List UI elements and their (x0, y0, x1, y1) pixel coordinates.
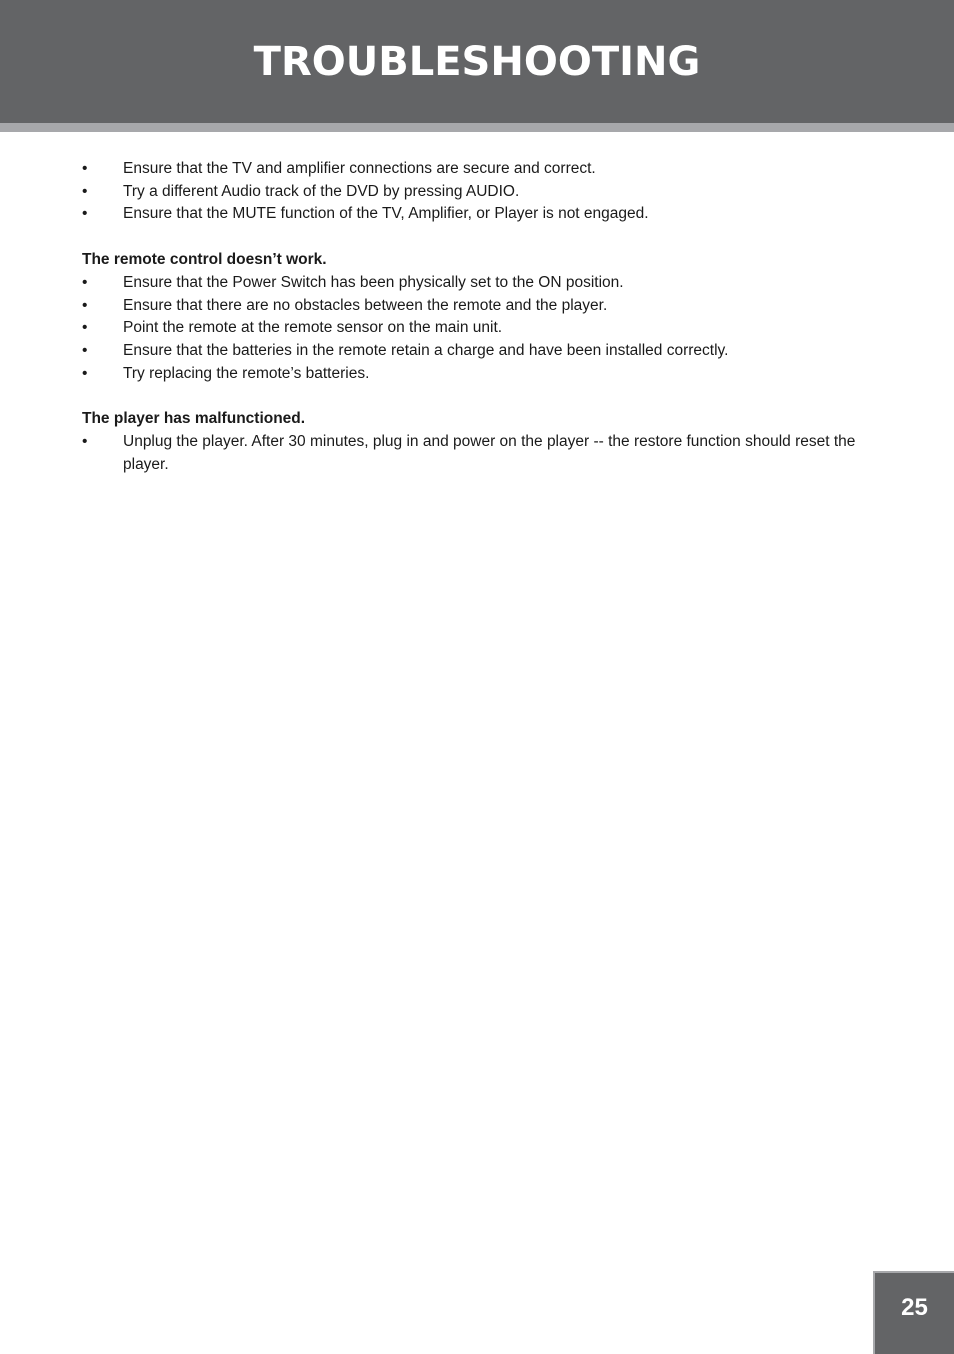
list-item (82, 203, 882, 226)
list-item-text: Ensure that the Power Switch has been physically set to the ON position. (123, 273, 624, 291)
section-heading-malfunction: The player has malfunctioned. (82, 410, 306, 428)
list-item-text: Try replacing the remote’s batteries. (123, 364, 370, 382)
list-item (82, 340, 882, 363)
list-item-text: Ensure that there are no obstacles between the remote and the player. (123, 296, 608, 314)
list-item-text: Try a different Audio track of the DVD by pressing AUDIO. (123, 182, 520, 200)
remote-bullet-list (82, 272, 882, 386)
list-item (82, 181, 882, 204)
bullet-icon: • (82, 296, 88, 314)
page-title: TROUBLESHOOTING (253, 39, 701, 85)
page-number-tab (873, 1271, 954, 1354)
bullet-icon: • (82, 364, 88, 382)
malfunction-bullet-list (82, 431, 882, 476)
list-item-text: Ensure that the batteries in the remote retain a charge and have been installed correctly. (123, 341, 729, 359)
bullet-icon: • (82, 319, 88, 337)
bullet-icon: • (82, 182, 88, 200)
intro-bullet-list (82, 158, 882, 226)
list-item-text: Ensure that the TV and amplifier connections are secure and correct. (123, 160, 596, 177)
list-item (82, 317, 882, 340)
list-item (82, 158, 882, 181)
bullet-icon: • (82, 433, 88, 451)
bullet-icon: • (82, 205, 88, 223)
list-item-text: Unplug the player. After 30 minutes, plug in and power on the player -- the restore function should reset the player. (123, 433, 856, 473)
list-item-text: Point the remote at the remote sensor on the main unit. (123, 319, 503, 337)
list-item (82, 431, 882, 476)
list-item-text: Ensure that the MUTE function of the TV, Amplifier, or Player is not engaged. (123, 205, 649, 223)
list-item (82, 363, 882, 386)
troubleshooting-content (82, 158, 882, 476)
header-divider (0, 123, 954, 132)
bullet-icon: • (82, 341, 88, 359)
list-item (82, 295, 882, 318)
bullet-icon: • (82, 273, 88, 291)
section-heading-remote: The remote control doesn’t work. (82, 251, 327, 269)
page-header (0, 0, 954, 123)
list-item (82, 272, 882, 295)
page-number: 25 (901, 1294, 928, 1321)
bullet-icon: • (82, 160, 88, 177)
